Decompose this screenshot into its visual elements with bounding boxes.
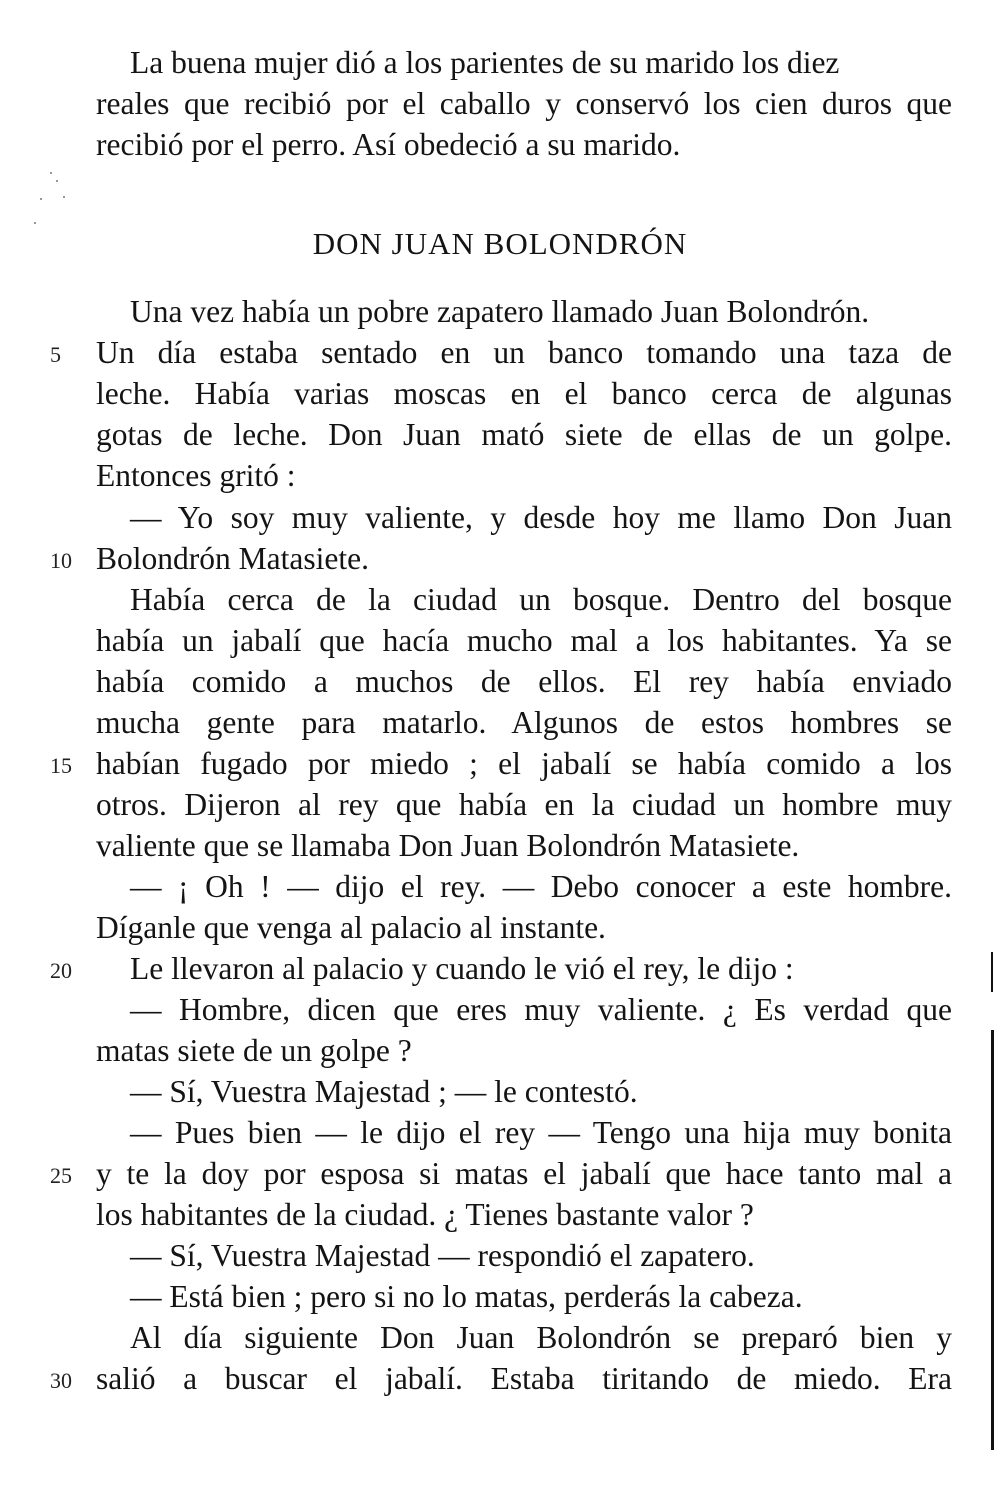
text-line: Un día estaba sentado en un banco tomando una taza de: [96, 335, 952, 370]
text-line: y te la doy por esposa si matas el jabalí que hace tanto mal a: [96, 1156, 952, 1191]
text-line: leche. Había varias moscas en el banco cerca de algunas: [96, 376, 952, 411]
text-line: había comido a muchos de ellos. El rey había enviado: [96, 664, 952, 699]
text-line: habían fugado por miedo ; el jabalí se había comido a los: [96, 746, 952, 781]
text-line: valiente que se llamaba Don Juan Bolondrón Matasiete.: [96, 828, 800, 863]
text-line: mucha gente para matarlo. Algunos de estos hombres se: [96, 705, 952, 740]
text-line: — Pues bien — le dijo el rey — Tengo una hija muy bonita: [130, 1115, 952, 1150]
story-title: DON JUAN BOLONDRÓN: [312, 226, 688, 261]
text-line: — Está bien ; pero si no lo matas, perderás la cabeza.: [130, 1279, 803, 1314]
text-line: Bolondrón Matasiete.: [96, 541, 369, 576]
text-line: Había cerca de la ciudad un bosque. Dentro del bosque: [130, 582, 952, 617]
text-line: Díganle que venga al palacio al instante.: [96, 910, 606, 945]
text-line: — ¡ Oh ! — dijo el rey. — Debo conocer a este hombre.: [130, 869, 952, 904]
text-line: Le llevaron al palacio y cuando le vió el rey, le dijo :: [130, 951, 794, 986]
text-line: recibió por el perro. Así obedeció a su marido.: [96, 127, 681, 162]
line-number: 15: [50, 753, 72, 778]
line-number: 25: [50, 1163, 72, 1188]
text-line: salió a buscar el jabalí. Estaba tiritando de miedo. Era: [96, 1361, 952, 1396]
text-line: — Hombre, dicen que eres muy valiente. ¿ Es verdad que: [130, 992, 952, 1027]
text-line: los habitantes de la ciudad. ¿ Tienes bastante valor ?: [96, 1197, 754, 1232]
scan-speck: [56, 180, 58, 182]
text-line: La buena mujer dió a los parientes de su marido los diez: [130, 45, 840, 80]
text-line: — Yo soy muy valiente, y desde hoy me llamo Don Juan: [130, 500, 952, 535]
text-line: Una vez había un pobre zapatero llamado Juan Bolondrón.: [130, 294, 870, 329]
scan-speck: [63, 196, 65, 198]
line-number: 10: [50, 548, 72, 573]
text-line: — Sí, Vuestra Majestad ; — le contestó.: [130, 1074, 638, 1109]
scan-speck: [50, 172, 52, 174]
text-line: — Sí, Vuestra Majestad — respondió el zapatero.: [130, 1238, 755, 1273]
text-line: reales que recibió por el caballo y conservó los cien duros que: [96, 86, 952, 121]
line-number: 20: [50, 958, 72, 983]
text-line: había un jabalí que hacía mucho mal a los habitantes. Ya se: [96, 623, 952, 658]
scan-edge-mark: [991, 952, 993, 992]
text-line: Entonces gritó :: [96, 458, 296, 493]
text-line: otros. Dijeron al rey que había en la ciudad un hombre muy: [96, 787, 952, 822]
scan-speck: [40, 198, 42, 200]
text-line: Al día siguiente Don Juan Bolondrón se preparó bien y: [130, 1320, 952, 1355]
text-line: gotas de leche. Don Juan mató siete de ellas de un golpe.: [96, 417, 952, 452]
line-number: 5: [50, 342, 61, 367]
text-line: matas siete de un golpe ?: [96, 1033, 412, 1068]
line-number: 30: [50, 1368, 72, 1393]
scan-speck: [34, 222, 36, 224]
scan-edge-mark: [991, 1030, 994, 1450]
